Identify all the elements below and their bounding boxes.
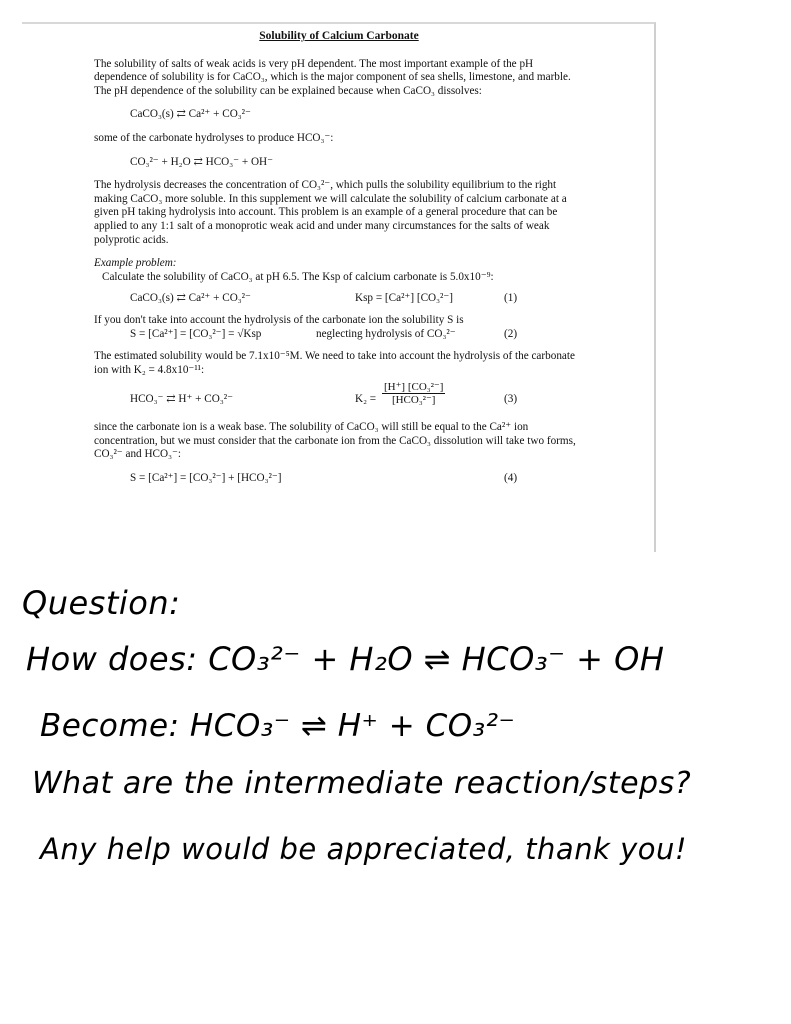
equation-2 [94,328,584,344]
equation-1-ksp: Ksp = [Ca²⁺] [CO₃²⁻] [355,292,454,305]
hydrolysis-equation: CO₃²⁻ + H₂O ⇄ HCO₃⁻ + OH⁻ [130,155,274,168]
equation-2-left: S = [Ca²⁺] = [CO₃²⁻] = √Ksp [130,327,262,340]
intro-paragraph: The solubility of salts of weak acids is very pH dependent. The most important example of the pH dependence of solubility is for CaCO₃, which is the major component of sea shells, limestone, and marble. The pH dependence of the solubility can be explained because when CaCO₃ dissolves: [94,57,571,97]
equation-3 [94,381,584,413]
handwritten-line-reaction-2: Become: HCO₃⁻ ⇌ H⁺ + CO₃²⁻ [40,708,516,744]
estimate-paragraph: The estimated solubility would be 7.1x10⁻⁵M. We need to take into account the hydrolysis of the carbonate ion with K₂ = 4.8x10⁻¹¹: [94,349,575,376]
handwritten-line-question: Question: [22,584,181,622]
example-text: Calculate the solubility of CaCO₃ at pH 6.5. The Ksp of calcium carbonate is 5.0x10⁻⁹: [102,270,494,283]
handwritten-line-thanks: Any help would be appreciated, thank you! [40,832,688,866]
equation-4-number: (4) [504,471,518,484]
hydrolysis-paragraph: The hydrolysis decreases the concentration of CO₃²⁻, which pulls the solubility equilibrium to the right making CaCO₃ more soluble. In this supplement we will calculate the solubility of calcium carbonate at a given pH taking hydrolysis into account. This problem is an example of a general procedure that can be applied to any 1:1 salt of a monoprotic weak acid and under many circumstances for the salts of weak polyprotic acids. [94,179,567,246]
document-body [94,24,584,494]
equation-3-numerator: [H⁺] [CO₃²⁻] [384,381,444,394]
example-title: Example problem: [94,257,177,270]
equation-3-denominator: [HCO₃²⁻] [391,394,436,407]
equation-4-left: S = [Ca²⁺] = [CO₃²⁻] + [HCO₃²⁻] [130,471,282,484]
equation-3-fraction [382,381,445,406]
handwritten-line-reaction-1: How does: CO₃²⁻ + H₂O ⇌ HCO₃⁻ + OH [26,640,665,678]
handwritten-line-steps: What are the intermediate reaction/steps? [32,766,692,801]
dissolution-equation: CaCO₃(s) ⇄ Ca²⁺ + CO₃²⁻ [130,108,251,121]
equation-3-number: (3) [504,393,518,406]
document-title: Solubility of Calcium Carbonate [259,30,419,42]
handwritten-question [0,560,791,1024]
equation-3-left: HCO₃⁻ ⇄ H⁺ + CO₃²⁻ [130,393,233,406]
equation-1-number: (1) [504,292,518,305]
equation-3-k: K₂ = [355,393,377,406]
no-hydrolysis-text: If you don't take into account the hydrolysis of the carbonate ion the solubility S is [94,314,464,327]
equation-2-note: neglecting hydrolysis of CO₃²⁻ [316,327,456,340]
equation-4 [94,472,584,488]
equation-1-left: CaCO₃(s) ⇄ Ca²⁺ + CO₃²⁻ [130,292,251,305]
document-page [22,22,656,552]
equation-2-number: (2) [504,327,518,340]
weak-base-paragraph: since the carbonate ion is a weak base. The solubility of CaCO₃ will still be equal to the Ca²⁺ ion concentration, but we must consider that the carbonate ion from the CaCO₃ dissolution will take two forms, CO₃²⁻ and HCO₃⁻: [94,421,576,461]
hydrolysis-intro: some of the carbonate hydrolyses to produce HCO₃⁻: [94,131,334,144]
equation-1 [94,292,584,308]
